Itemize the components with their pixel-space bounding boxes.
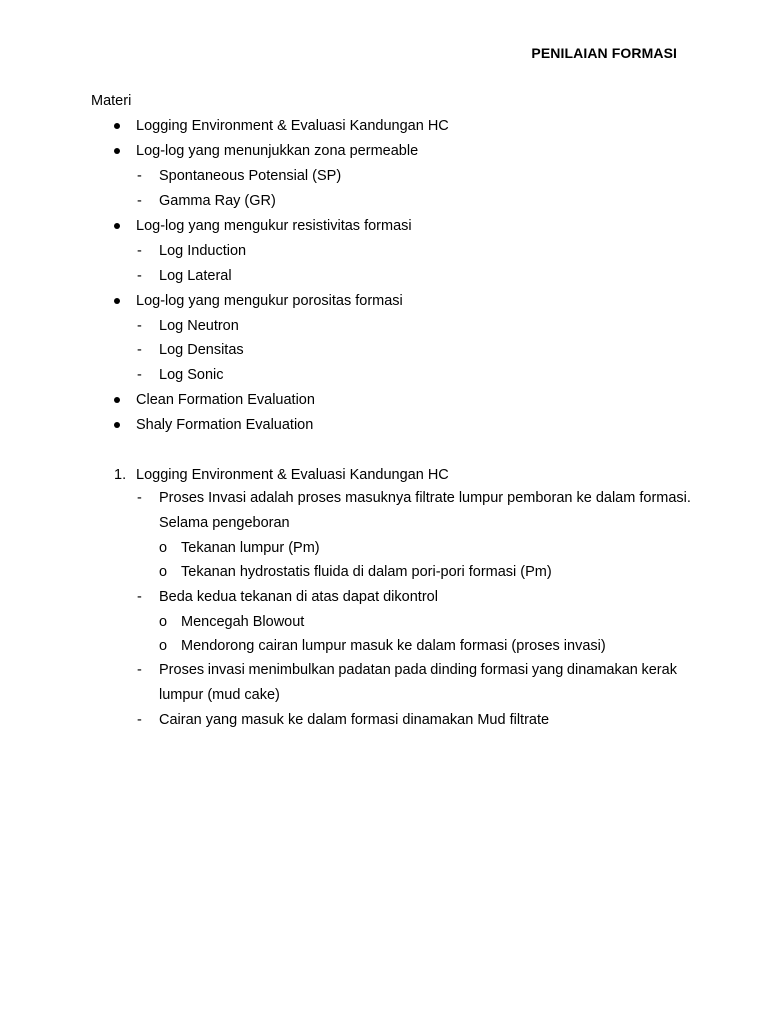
dash-marker: - <box>137 662 142 678</box>
dash-marker: - <box>137 342 142 358</box>
list-item-text: Log-log yang mengukur porositas formasi <box>136 293 403 309</box>
sub-list-item-text: Spontaneous Potensial (SP) <box>159 168 342 184</box>
bullet-icon <box>114 123 120 129</box>
page-title: PENILAIAN FORMASI <box>531 45 677 61</box>
bullet-icon <box>114 148 120 154</box>
paragraph-word: pada <box>394 662 427 678</box>
list-item-text: Logging Environment & Evaluasi Kandungan HC <box>136 118 449 134</box>
circle-bullet-icon: o <box>159 564 168 580</box>
paragraph-word: padatan <box>338 662 391 678</box>
dash-marker: - <box>137 168 142 184</box>
paragraph-word: dinamakan <box>566 662 638 678</box>
bullet-icon <box>114 223 120 229</box>
circle-list-item-text: Mencegah Blowout <box>181 614 305 630</box>
materi-label: Materi <box>91 93 132 109</box>
dash-marker: - <box>137 712 142 728</box>
paragraph-word: Proses <box>159 662 205 678</box>
justified-paragraph-text <box>159 660 677 680</box>
paragraph-text: lumpur (mud cake) <box>159 687 280 703</box>
circle-bullet-icon: o <box>159 638 168 654</box>
bullet-icon <box>114 422 120 428</box>
dash-marker: - <box>137 490 142 506</box>
sub-list-item-text: Log Densitas <box>159 342 244 358</box>
sub-list-item-text: Gamma Ray (GR) <box>159 193 276 209</box>
dash-marker: - <box>137 367 142 383</box>
section-number: 1. <box>114 467 127 483</box>
paragraph-word: formasi <box>480 662 529 678</box>
list-item-text: Shaly Formation Evaluation <box>136 417 314 433</box>
paragraph-text: Selama pengeboran <box>159 515 290 531</box>
bullet-icon <box>114 397 120 403</box>
paragraph-text: Cairan yang masuk ke dalam formasi dinamakan Mud filtrate <box>159 712 550 728</box>
circle-bullet-icon: o <box>159 614 168 630</box>
circle-list-item-text: Mendorong cairan lumpur masuk ke dalam formasi (proses invasi) <box>181 638 606 654</box>
dash-marker: - <box>137 193 142 209</box>
sub-list-item-text: Log Sonic <box>159 367 224 383</box>
bullet-icon <box>114 298 120 304</box>
section-paragraph-line <box>0 660 768 680</box>
list-item-text: Clean Formation Evaluation <box>136 392 315 408</box>
sub-list-item-text: Log Induction <box>159 243 247 259</box>
list-item-text: Log-log yang menunjukkan zona permeable <box>136 143 419 159</box>
paragraph-text: Proses Invasi adalah proses masuknya filtrate lumpur pemboran ke dalam formasi. <box>159 490 691 506</box>
paragraph-word: yang <box>531 662 564 678</box>
list-item-text: Log-log yang mengukur resistivitas formasi <box>136 218 412 234</box>
dash-marker: - <box>137 589 142 605</box>
section-title: Logging Environment & Evaluasi Kandungan HC <box>136 467 449 483</box>
paragraph-text: Beda kedua tekanan di atas dapat dikontrol <box>159 589 438 605</box>
circle-list-item-text: Tekanan hydrostatis fluida di dalam pori-pori formasi (Pm) <box>181 564 552 580</box>
circle-list-item-text: Tekanan lumpur (Pm) <box>181 540 320 556</box>
dash-marker: - <box>137 268 142 284</box>
sub-list-item-text: Log Neutron <box>159 318 239 334</box>
paragraph-word: invasi <box>207 662 245 678</box>
paragraph-word: dinding <box>430 662 478 678</box>
dash-marker: - <box>137 318 142 334</box>
paragraph-word: menimbulkan <box>248 662 335 678</box>
paragraph-word: kerak <box>641 662 677 678</box>
sub-list-item-text: Log Lateral <box>159 268 232 284</box>
circle-bullet-icon: o <box>159 540 168 556</box>
dash-marker: - <box>137 243 142 259</box>
